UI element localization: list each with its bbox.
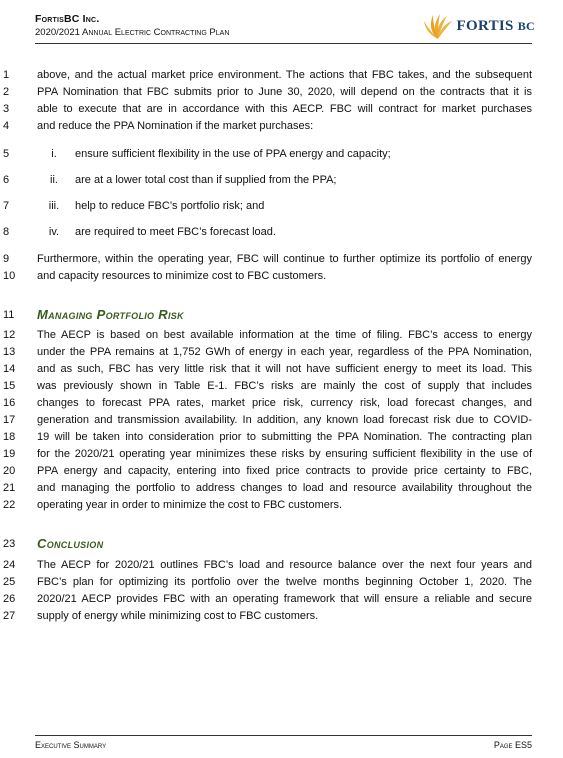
line-text: generation and transmission availability. In addition, any known load forecast risk due to COVID- xyxy=(37,414,532,426)
line-number: 17 xyxy=(3,414,16,426)
section-heading xyxy=(0,536,563,552)
line-number: 23 xyxy=(3,538,16,550)
text-line xyxy=(0,361,563,377)
line-number: 4 xyxy=(3,120,10,132)
line-number: 9 xyxy=(3,253,10,265)
line-text: PPA Nomination that FBC submits prior to June 30, 2020, will depend on the contracts that it is xyxy=(37,86,532,98)
line-number: 14 xyxy=(3,363,16,375)
line-number: 27 xyxy=(3,610,16,622)
line-number: 16 xyxy=(3,397,16,409)
text-line xyxy=(0,557,563,573)
line-number: 22 xyxy=(3,499,16,511)
list-item-text: are required to meet FBC’s forecast load. xyxy=(75,226,276,238)
line-number: 12 xyxy=(3,329,16,341)
line-text: for the 2020/21 operating year minimizes these risks by ensuring sufficient flexibility in the use of xyxy=(37,448,532,460)
line-number: 13 xyxy=(3,346,16,358)
line-text: and reduce the PPA Nomination if the market purchases: xyxy=(37,120,314,132)
line-text: PPA energy and capacity, entering into fixed price contracts to provide price certainty to FBC, xyxy=(37,465,532,477)
line-number: 8 xyxy=(3,226,10,238)
line-number: 20 xyxy=(3,465,16,477)
list-item xyxy=(0,224,563,240)
line-text: and managing the portfolio to address changes to load and resource availability throughout the xyxy=(37,482,532,494)
text-line xyxy=(0,101,563,117)
section-heading xyxy=(0,307,563,323)
line-number: 2 xyxy=(3,86,10,98)
line-text: Furthermore, within the operating year, FBC will continue to further optimize its portfolio of energy xyxy=(37,253,532,265)
text-line xyxy=(0,327,563,343)
line-number: 1 xyxy=(3,69,10,81)
line-number: 26 xyxy=(3,593,16,605)
text-line xyxy=(0,480,563,496)
list-marker: iv. xyxy=(48,226,60,238)
text-line xyxy=(0,118,563,134)
line-number: 11 xyxy=(3,309,15,321)
footer-page-number: Page ES5 xyxy=(493,740,532,750)
list-item xyxy=(0,146,563,162)
line-text: was previously shown in Table E-1. FBC’s risks are mainly the cost of supply that includes xyxy=(37,380,532,392)
text-line xyxy=(0,412,563,428)
line-number: 7 xyxy=(3,200,10,212)
line-text: and capacity resources to minimize cost to FBC customers. xyxy=(37,270,327,282)
page-header xyxy=(35,10,535,42)
line-number: 25 xyxy=(3,576,16,588)
section-heading-text: Conclusion xyxy=(37,536,104,551)
list-item-text: ensure sufficient flexibility in the use of PPA energy and capacity; xyxy=(75,148,391,160)
line-text: 2020/21 AECP provides FBC with an operating framework that will ensure a reliable and secure xyxy=(37,593,532,605)
text-line xyxy=(0,395,563,411)
line-text: above, and the actual market price environment. The actions that FBC takes, and the subsequent xyxy=(37,69,532,81)
company-name: FortisBC Inc. xyxy=(35,13,100,25)
document-title: 2020/2021 Annual Electric Contracting Plan xyxy=(35,27,230,38)
line-text: changes to forecast PPA rates, market price risk, currency risk, load forecast changes, and xyxy=(37,397,532,409)
text-line xyxy=(0,463,563,479)
line-number: 3 xyxy=(3,103,10,115)
list-marker: i. xyxy=(51,148,57,160)
text-line xyxy=(0,591,563,607)
line-number: 24 xyxy=(3,559,16,571)
text-line xyxy=(0,497,563,513)
footer-divider xyxy=(35,735,532,736)
line-number: 5 xyxy=(3,148,10,160)
line-text: supply of energy while minimizing cost to FBC customers. xyxy=(37,610,319,622)
line-text: FBC’s plan for optimizing its portfolio over the twelve months beginning October 1, 2020. The xyxy=(37,576,532,588)
section-heading-text: Managing Portfolio Risk xyxy=(37,307,184,322)
line-text: The AECP is based on best available information at the time of filing. FBC’s access to energy xyxy=(37,329,532,341)
line-text: under the PPA remains at 1,752 GWh of energy in each year, regardless of the PPA Nomination, xyxy=(37,346,532,358)
text-line xyxy=(0,84,563,100)
text-line xyxy=(0,446,563,462)
list-item xyxy=(0,172,563,188)
list-item-text: are at a lower total cost than if supplied from the PPA; xyxy=(75,174,337,186)
line-text: able to execute that are in accordance with this AECP. FBC will contract for market purchases xyxy=(37,103,532,115)
footer-section-name: Executive Summary xyxy=(35,740,107,750)
line-text: operating year in order to minimize the cost to FBC customers. xyxy=(37,499,343,511)
line-number: 15 xyxy=(3,380,16,392)
text-line xyxy=(0,251,563,267)
line-text: The AECP for 2020/21 outlines FBC’s load and resource balance over the next four years and xyxy=(37,559,532,571)
fortisbc-logo xyxy=(421,10,535,42)
line-number: 6 xyxy=(3,174,10,186)
text-line xyxy=(0,378,563,394)
line-text: 19 will be taken into consideration prior to submitting the PPA Nomination. The contracting plan xyxy=(37,431,532,443)
list-marker: ii. xyxy=(50,174,58,186)
header-divider xyxy=(35,43,532,44)
text-line xyxy=(0,608,563,624)
text-line xyxy=(0,344,563,360)
line-number: 19 xyxy=(3,448,16,460)
logo-wordmark: FORTIS BC xyxy=(456,17,535,34)
text-line xyxy=(0,268,563,284)
text-line xyxy=(0,574,563,590)
text-line xyxy=(0,429,563,445)
line-number: 10 xyxy=(3,270,16,282)
line-text: and as such, FBC has very little risk that it will not have sufficient energy to meet its load. This xyxy=(37,363,532,375)
list-item xyxy=(0,198,563,214)
sunburst-logo-icon xyxy=(421,11,455,41)
list-item-text: help to reduce FBC’s portfolio risk; and xyxy=(75,200,265,212)
line-number: 21 xyxy=(3,482,16,494)
list-marker: iii. xyxy=(48,200,60,212)
line-number: 18 xyxy=(3,431,16,443)
text-line xyxy=(0,67,563,83)
